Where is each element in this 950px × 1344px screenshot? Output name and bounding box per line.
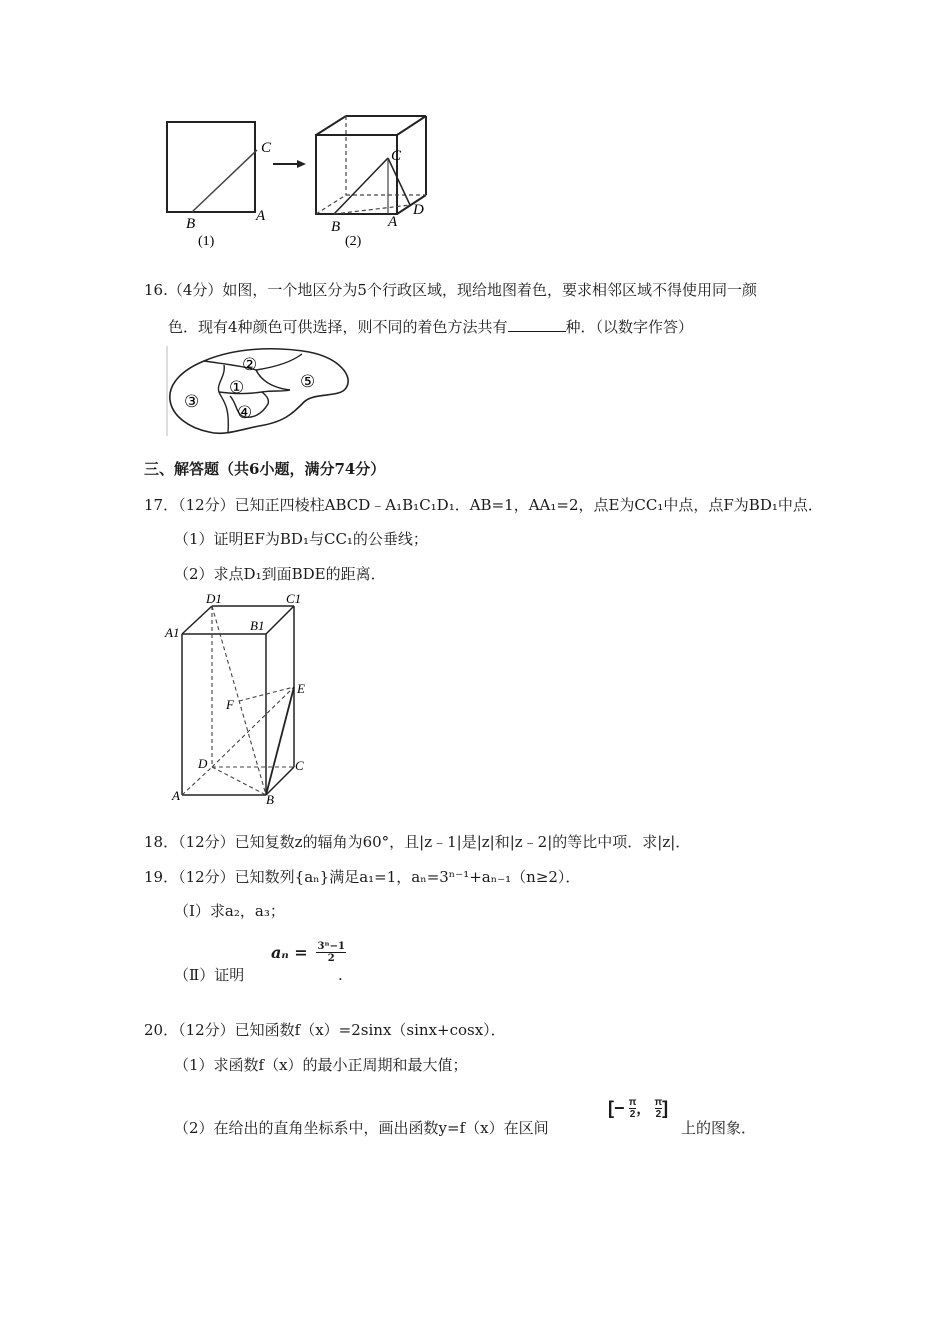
formula-numerator: 3ⁿ−1 bbox=[317, 941, 345, 952]
q17-part1: （1）证明EF为BD₁与CC₁的公垂线； bbox=[174, 530, 428, 548]
q16-line1: 16.（4分）如图，一个地区分为5个行政区域，现给地图着色，要求相邻区域不得使用同一颜 bbox=[144, 281, 757, 299]
section-3-title: 三、解答题（共6小题，满分74分） bbox=[144, 460, 386, 478]
arrow-icon bbox=[297, 160, 306, 168]
label-A: A bbox=[172, 788, 180, 803]
map-border bbox=[218, 365, 228, 432]
label-C: C bbox=[295, 758, 304, 773]
pi-numerator: π bbox=[654, 1097, 663, 1108]
svg-text:②: ② bbox=[242, 355, 258, 374]
segment-DE bbox=[212, 687, 294, 767]
cube-front bbox=[316, 135, 397, 214]
cube-edge bbox=[397, 116, 426, 135]
segment-BD bbox=[212, 767, 266, 795]
q17-part2: （2）求点D₁到面BDE的距离． bbox=[174, 565, 386, 583]
region-1 bbox=[229, 378, 244, 397]
q19-part1: （Ⅰ）求a₂，a₃； bbox=[174, 902, 285, 920]
q16-line2 bbox=[168, 316, 693, 337]
prism-edge bbox=[182, 606, 212, 634]
region-2 bbox=[242, 355, 257, 374]
q19-formula bbox=[271, 941, 346, 964]
label-A: A bbox=[388, 214, 398, 230]
label-F: F bbox=[226, 697, 234, 712]
answer-blank bbox=[508, 317, 566, 332]
fig-label-1: (1) bbox=[198, 234, 215, 249]
cube-hidden-edge bbox=[316, 195, 346, 214]
svg-text:④: ④ bbox=[237, 403, 253, 422]
map-border bbox=[256, 370, 290, 390]
label-D: D bbox=[413, 202, 424, 218]
formula-lhs: aₙ = bbox=[271, 943, 308, 962]
label-C1: C1 bbox=[286, 591, 302, 606]
q17-stem: 17．（12分）已知正四棱柱ABCD﹣A₁B₁C₁D₁．AB=1，AA₁=2，点E为CC₁中点，点F为BD₁中点． bbox=[144, 496, 823, 514]
label-A1: A1 bbox=[165, 625, 180, 640]
label-C: C bbox=[391, 148, 402, 164]
label-E: E bbox=[297, 681, 305, 696]
q20-interval bbox=[608, 1097, 668, 1120]
pi-denominator: 2 bbox=[655, 1109, 662, 1120]
q20-part1: （1）求函数f（x）的最小正周期和最大值； bbox=[174, 1056, 468, 1074]
region-4 bbox=[237, 403, 252, 422]
label-B: B bbox=[186, 216, 196, 232]
svg-text:①: ① bbox=[229, 378, 245, 397]
prism-edge bbox=[266, 606, 294, 634]
region-3 bbox=[184, 392, 199, 411]
label-B: B bbox=[331, 219, 341, 235]
interval-sep: ， bbox=[636, 1100, 651, 1117]
cube-unfold-figure bbox=[150, 108, 440, 253]
label-A: A bbox=[256, 208, 266, 224]
label-D1: D1 bbox=[206, 591, 222, 606]
fig-label-2: (2) bbox=[345, 234, 362, 249]
cube-segment-BC bbox=[334, 158, 388, 214]
label-C: C bbox=[261, 140, 272, 156]
q20-stem: 20．（12分）已知函数f（x）=2sinx（sinx+cosx）． bbox=[144, 1021, 506, 1039]
square-outline bbox=[167, 122, 255, 212]
q19-stem: 19．（12分）已知数列{aₙ}满足a₁=1，aₙ=3ⁿ⁻¹+aₙ₋₁（n≥2）． bbox=[144, 868, 581, 886]
pi-numerator: π bbox=[628, 1097, 637, 1108]
interval-right: ] bbox=[662, 1098, 669, 1118]
region-map-figure bbox=[164, 344, 354, 439]
interval-left: [− bbox=[608, 1098, 625, 1118]
label-D: D bbox=[198, 756, 208, 771]
region-5 bbox=[300, 372, 315, 391]
square-diagonal bbox=[192, 150, 257, 212]
svg-text:③: ③ bbox=[184, 392, 200, 411]
q19-end: . bbox=[338, 966, 343, 984]
q20-tail: 上的图象． bbox=[681, 1119, 757, 1137]
prism-hidden-edge bbox=[182, 767, 212, 795]
q16-line2-b: 种．（以数字作答） bbox=[565, 318, 694, 336]
svg-text:⑤: ⑤ bbox=[300, 372, 316, 391]
q19-part2: （Ⅱ）证明 bbox=[174, 966, 245, 984]
cube-segment-CD bbox=[388, 158, 410, 205]
label-B1: B1 bbox=[250, 618, 265, 633]
q20-part2: （2）在给出的直角坐标系中，画出函数y=f（x）在区间 bbox=[174, 1119, 549, 1137]
label-B: B bbox=[266, 792, 274, 807]
formula-denominator: 2 bbox=[327, 953, 335, 964]
q16-line2-a: 色．现有4种颜色可供选择，则不同的着色方法共有 bbox=[168, 318, 508, 336]
segment-BE bbox=[266, 687, 294, 795]
prism-figure bbox=[162, 588, 322, 810]
q18-text: 18．（12分）已知复数z的辐角为60°，且|z﹣1|是|z|和|z﹣2|的等比中项．求|z|． bbox=[144, 833, 691, 851]
cube-edge bbox=[316, 116, 346, 135]
pi-denominator: 2 bbox=[629, 1109, 636, 1120]
